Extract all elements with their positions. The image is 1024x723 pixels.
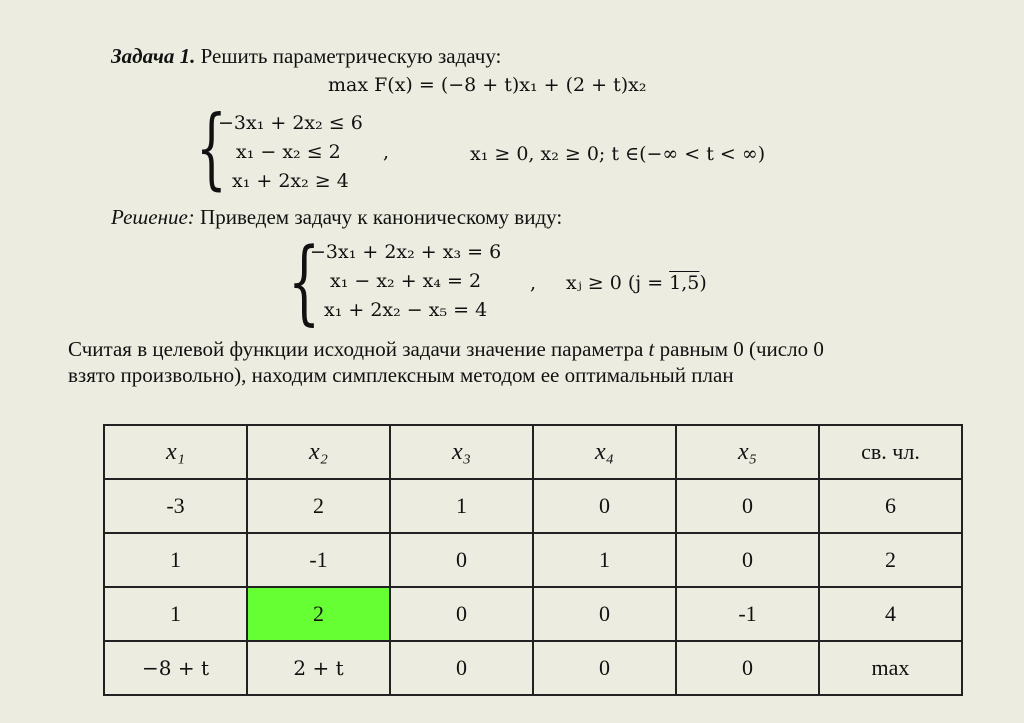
constraint-3: x₁ + 2x₂ ≥ 4 <box>232 170 349 192</box>
nonnegativity-condition <box>566 272 707 294</box>
table-cell: 4 <box>819 587 962 641</box>
table-cell: 1 <box>390 479 533 533</box>
variable-conditions: x₁ ≥ 0, x₂ ≥ 0; t ∈(−∞ < t < ∞) <box>470 143 766 165</box>
header-x4: x₄ <box>533 425 676 479</box>
task-label: Задача 1. <box>111 44 196 68</box>
param-t: t <box>648 337 655 361</box>
nonneg-text: xⱼ ≥ 0 (j = <box>566 272 670 294</box>
paragraph-text-1a: Считая в целевой функции исходной задачи значение параметра <box>68 337 649 361</box>
solution-label: Решение: <box>111 205 195 229</box>
table-cell: 1 <box>533 533 676 587</box>
canonical-comma: , <box>530 272 537 294</box>
table-cell: 1 <box>104 533 247 587</box>
task-title <box>111 44 501 68</box>
header-free-term: св. чл. <box>819 425 962 479</box>
table-cell: 0 <box>676 533 819 587</box>
solution-line <box>111 205 562 229</box>
canonical-eq-3: x₁ + 2x₂ − x₅ = 4 <box>324 299 488 321</box>
header-x2: x₂ <box>247 425 390 479</box>
table-cell: −8 + t <box>104 641 247 695</box>
task-statement: Решить параметрическую задачу: <box>195 44 502 68</box>
table-row <box>104 479 962 533</box>
objective-function: max F(x) = (−8 + t)x₁ + (2 + t)x₂ <box>328 74 647 96</box>
nonneg-close: ) <box>699 272 707 294</box>
objective-row <box>104 641 962 695</box>
table-cell: -3 <box>104 479 247 533</box>
table-cell: 0 <box>676 479 819 533</box>
constraints-comma: , <box>383 141 390 163</box>
canonical-eq-2: x₁ − x₂ + x₄ = 2 <box>330 270 482 292</box>
simplex-table <box>103 424 963 696</box>
header-x3: x₃ <box>390 425 533 479</box>
index-range: 1,5 <box>669 272 700 294</box>
table-cell: 2 <box>247 479 390 533</box>
canonical-brace: { <box>288 228 321 335</box>
table-header-row <box>104 425 962 479</box>
constraints-brace: { <box>196 96 227 199</box>
header-x1: x₁ <box>104 425 247 479</box>
table-cell: 6 <box>819 479 962 533</box>
table-cell: 0 <box>533 641 676 695</box>
table-cell: 0 <box>533 587 676 641</box>
table-cell: 0 <box>676 641 819 695</box>
table-cell: max <box>819 641 962 695</box>
explanation-paragraph <box>68 336 968 388</box>
constraint-1: −3x₁ + 2x₂ ≤ 6 <box>218 112 363 134</box>
table-cell: 0 <box>390 533 533 587</box>
table-row <box>104 587 962 641</box>
table-cell: -1 <box>247 533 390 587</box>
canonical-eq-1: −3x₁ + 2x₂ + x₃ = 6 <box>310 241 502 263</box>
paragraph-line-2: взято произвольно), находим симплексным методом ее оптимальный план <box>68 363 734 387</box>
table-cell: 0 <box>390 587 533 641</box>
solution-text: Приведем задачу к каноническому виду: <box>194 205 563 229</box>
paragraph-text-1b: равным 0 (число 0 <box>654 337 824 361</box>
table-cell: 1 <box>104 587 247 641</box>
table-cell: -1 <box>676 587 819 641</box>
table-cell: 2 <box>819 533 962 587</box>
table-row <box>104 533 962 587</box>
table-cell: 0 <box>390 641 533 695</box>
table-cell: 0 <box>533 479 676 533</box>
table-cell: 2 + t <box>247 641 390 695</box>
header-x5: x₅ <box>676 425 819 479</box>
paragraph-line-1 <box>68 336 968 362</box>
pivot-cell: 2 <box>247 587 390 641</box>
constraint-2: x₁ − x₂ ≤ 2 <box>236 141 341 163</box>
